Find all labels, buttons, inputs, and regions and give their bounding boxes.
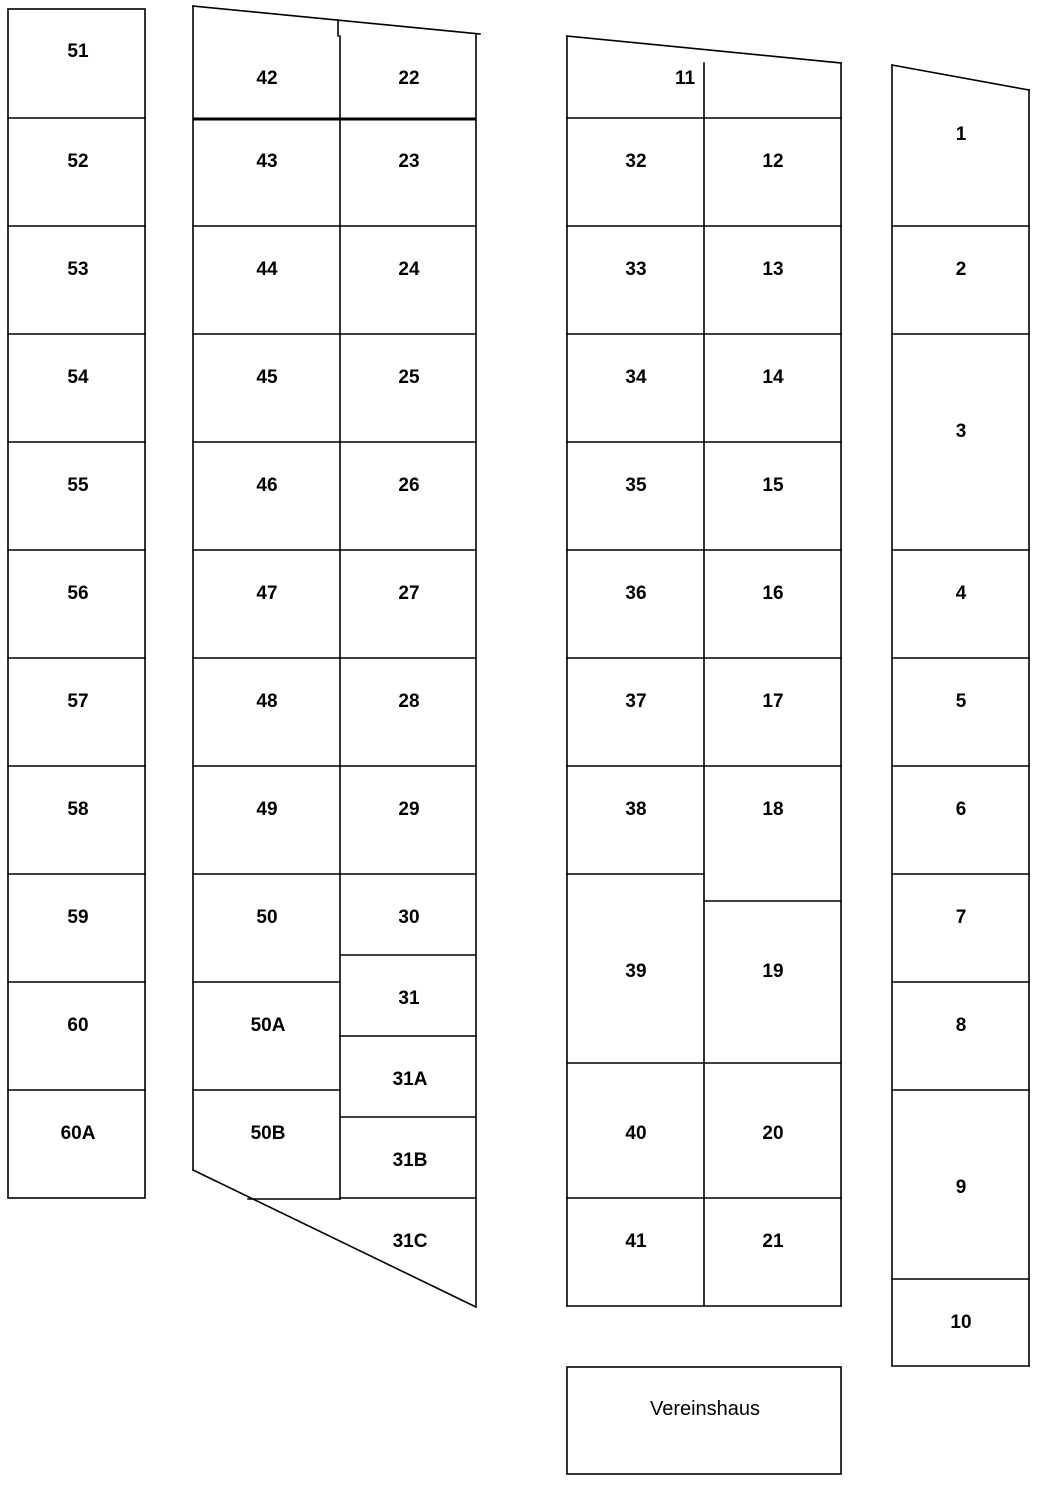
plot-label-50a: 50A bbox=[250, 1015, 286, 1036]
plot-label-7: 7 bbox=[955, 907, 967, 928]
plot-label-46: 46 bbox=[256, 475, 278, 496]
plot-label-45: 45 bbox=[256, 367, 278, 388]
plot-label-14: 14 bbox=[762, 367, 784, 388]
plot-label-54: 54 bbox=[67, 367, 89, 388]
plot-label-3: 3 bbox=[955, 421, 967, 442]
plot-label-20: 20 bbox=[762, 1123, 784, 1144]
slanted-top-edge bbox=[193, 6, 480, 34]
plot-label-53: 53 bbox=[67, 259, 89, 280]
plot-label-39: 39 bbox=[625, 961, 647, 982]
plot-label-18: 18 bbox=[762, 799, 784, 820]
plot-label-23: 23 bbox=[398, 151, 420, 172]
plot-label-51: 51 bbox=[67, 41, 89, 62]
plot-label-8: 8 bbox=[955, 1015, 967, 1036]
plot-label-50b: 50B bbox=[250, 1123, 286, 1144]
plot-label-31c: 31C bbox=[392, 1231, 428, 1252]
plot-label-12: 12 bbox=[762, 151, 784, 172]
plot-label-31: 31 bbox=[398, 988, 420, 1009]
plot-label-55: 55 bbox=[67, 475, 89, 496]
plot-label-41: 41 bbox=[625, 1231, 647, 1252]
plot-label-25: 25 bbox=[398, 367, 420, 388]
plot-label-32: 32 bbox=[625, 151, 647, 172]
plot-label-13: 13 bbox=[762, 259, 784, 280]
plot-label-9: 9 bbox=[955, 1177, 967, 1198]
column-right-center bbox=[567, 36, 841, 1306]
plot-label-6: 6 bbox=[955, 799, 967, 820]
plot-label-1: 1 bbox=[955, 124, 967, 145]
plot-label-2: 2 bbox=[955, 259, 967, 280]
plot-label-19: 19 bbox=[762, 961, 784, 982]
column-far-right bbox=[892, 65, 1029, 1366]
plot-label-57: 57 bbox=[67, 691, 89, 712]
plot-label-47: 47 bbox=[256, 583, 278, 604]
plot-label-38: 38 bbox=[625, 799, 647, 820]
plot-label-40: 40 bbox=[625, 1123, 647, 1144]
plot-label-24: 24 bbox=[398, 259, 420, 280]
plot-label-49: 49 bbox=[256, 799, 278, 820]
plot-label-27: 27 bbox=[398, 583, 420, 604]
clubhouse-outline bbox=[567, 1367, 841, 1474]
plot-label-15: 15 bbox=[762, 475, 784, 496]
plot-label-60a: 60A bbox=[60, 1123, 96, 1144]
plot-label-31a: 31A bbox=[392, 1069, 428, 1090]
plot-label-28: 28 bbox=[398, 691, 420, 712]
plot-label-43: 43 bbox=[256, 151, 278, 172]
plot-label-30: 30 bbox=[398, 907, 420, 928]
plot-label-48: 48 bbox=[256, 691, 278, 712]
plot-label-5: 5 bbox=[955, 691, 967, 712]
plot-label-26: 26 bbox=[398, 475, 420, 496]
plot-label-42: 42 bbox=[256, 68, 278, 89]
plot-label-56: 56 bbox=[67, 583, 89, 604]
plot-label-60: 60 bbox=[67, 1015, 89, 1036]
plot-label-36: 36 bbox=[625, 583, 647, 604]
slanted-top-edge bbox=[892, 65, 1029, 90]
plot-label-59: 59 bbox=[67, 907, 89, 928]
plot-label-29: 29 bbox=[398, 799, 420, 820]
plot-label-58: 58 bbox=[67, 799, 89, 820]
plot-label-11: 11 bbox=[674, 68, 696, 89]
plot-label-22: 22 bbox=[398, 68, 420, 89]
plot-label-44: 44 bbox=[256, 259, 278, 280]
plot-label-4: 4 bbox=[955, 583, 967, 604]
column-left-center bbox=[193, 6, 480, 1307]
plot-label-10: 10 bbox=[950, 1312, 972, 1333]
clubhouse-label: Vereinshaus bbox=[649, 1398, 761, 1420]
clubhouse bbox=[567, 1367, 841, 1474]
plot-label-52: 52 bbox=[67, 151, 89, 172]
plot-label-21: 21 bbox=[762, 1231, 784, 1252]
plot-label-35: 35 bbox=[625, 475, 647, 496]
plot-label-31b: 31B bbox=[392, 1150, 428, 1171]
plot-label-33: 33 bbox=[625, 259, 647, 280]
plot-label-16: 16 bbox=[762, 583, 784, 604]
column-far-left bbox=[8, 9, 145, 1198]
plot-label-37: 37 bbox=[625, 691, 647, 712]
slanted-bottom-edge bbox=[193, 1170, 476, 1307]
slanted-top-edge bbox=[567, 36, 841, 63]
plot-label-17: 17 bbox=[762, 691, 784, 712]
plot-label-34: 34 bbox=[625, 367, 647, 388]
plot-label-50: 50 bbox=[256, 907, 278, 928]
